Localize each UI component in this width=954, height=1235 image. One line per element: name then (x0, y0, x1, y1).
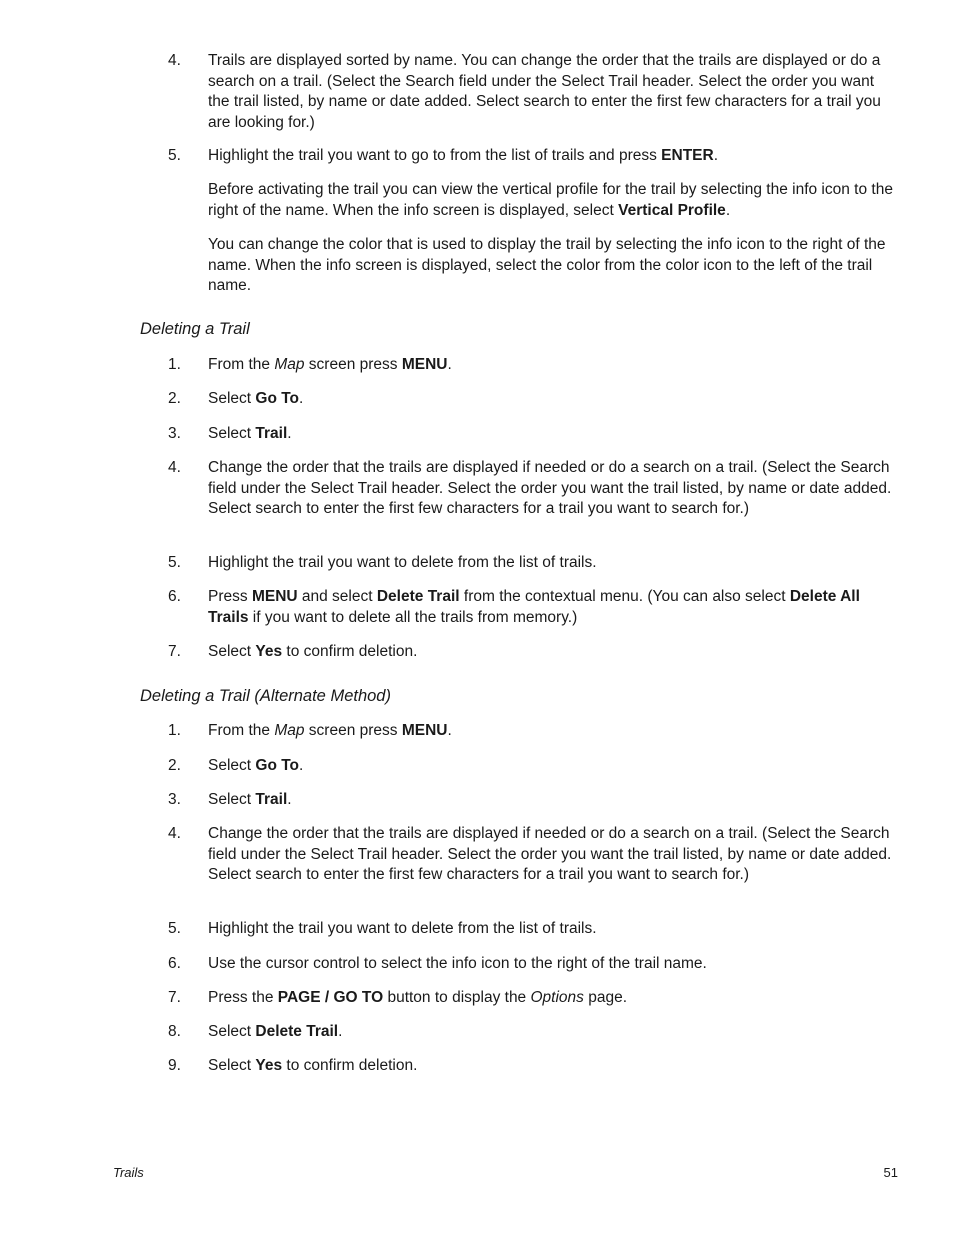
list-text: Press the PAGE / GO TO button to display the Options page. (208, 989, 628, 1006)
section-heading-deleting-trail: Deleting a Trail (140, 320, 250, 338)
list-text: Select Go To. (208, 390, 304, 407)
list-text: Select Yes to confirm deletion. (208, 643, 418, 660)
list-text: Select Trail. (208, 791, 292, 808)
list-text: Select Trail. (208, 425, 292, 442)
list-number: 4. (168, 459, 181, 476)
list-number: 1. (168, 356, 181, 373)
list-number: 8. (168, 1023, 181, 1040)
list-number: 5. (168, 554, 181, 571)
list-number: 2. (168, 390, 181, 407)
list-number: 7. (168, 643, 181, 660)
paragraph-trail-color: You can change the color that is used to display the trail by selecting the info icon to the right of the name. When the info screen is displayed, select the color from the color icon to the left of the trail name. (208, 236, 886, 294)
paragraph-vertical-profile: Before activating the trail you can view the vertical profile for the trail by selecting the info icon to the right of the name. When the info screen is displayed, select Vertical Profile. (208, 181, 893, 219)
list-number: 4. (168, 825, 181, 842)
list-number: 5. (168, 920, 181, 937)
list-number: 7. (168, 989, 181, 1006)
list-text: Use the cursor control to select the info icon to the right of the trail name. (208, 955, 707, 972)
list-number: 1. (168, 722, 181, 739)
list-number: 2. (168, 757, 181, 774)
list-text: From the Map screen press MENU. (208, 356, 452, 373)
footer-section-name: Trails (113, 1165, 144, 1180)
list-text: Select Go To. (208, 757, 304, 774)
list-text: Change the order that the trails are displayed if needed or do a search on a trail. (Select the Search field under the Select Trail header. Select the order you want the trail listed, by name or date added. Select search to enter the first few characters for a trail you want to search for.) (208, 825, 892, 883)
list-number: 6. (168, 588, 181, 605)
list-text: Highlight the trail you want to delete from the list of trails. (208, 554, 597, 571)
list-number: 9. (168, 1057, 181, 1074)
list-text: Change the order that the trails are displayed if needed or do a search on a trail. (Select the Search field under the Select Trail header. Select the order you want the trail listed, by name or date added. Select search to enter the first few characters for a trail you want to search for.) (208, 459, 892, 517)
list-text: From the Map screen press MENU. (208, 722, 452, 739)
list-number: 6. (168, 955, 181, 972)
list-text: Trails are displayed sorted by name. You can change the order that the trails are displayed or do a search on a trail. (Select the Search field under the Select Trail header. Select the order you want the trail listed, by name or date added. Select search to enter the first few characters for a trail you are looking for.) (208, 52, 881, 131)
footer-page-number: 51 (883, 1165, 898, 1180)
list-number: 3. (168, 791, 181, 808)
list-text: Highlight the trail you want to delete from the list of trails. (208, 920, 597, 937)
list-number: 5. (168, 147, 181, 164)
list-text: Press MENU and select Delete Trail from the contextual menu. (You can also select Delete All Trails if you want to delete all the trails from memory.) (208, 588, 860, 626)
list-text: Select Yes to confirm deletion. (208, 1057, 418, 1074)
section-heading-deleting-trail-alternate: Deleting a Trail (Alternate Method) (140, 687, 391, 705)
list-text: Select Delete Trail. (208, 1023, 343, 1040)
list-number: 4. (168, 52, 181, 69)
list-text: Highlight the trail you want to go to from the list of trails and press ENTER. (208, 147, 719, 164)
list-number: 3. (168, 425, 181, 442)
